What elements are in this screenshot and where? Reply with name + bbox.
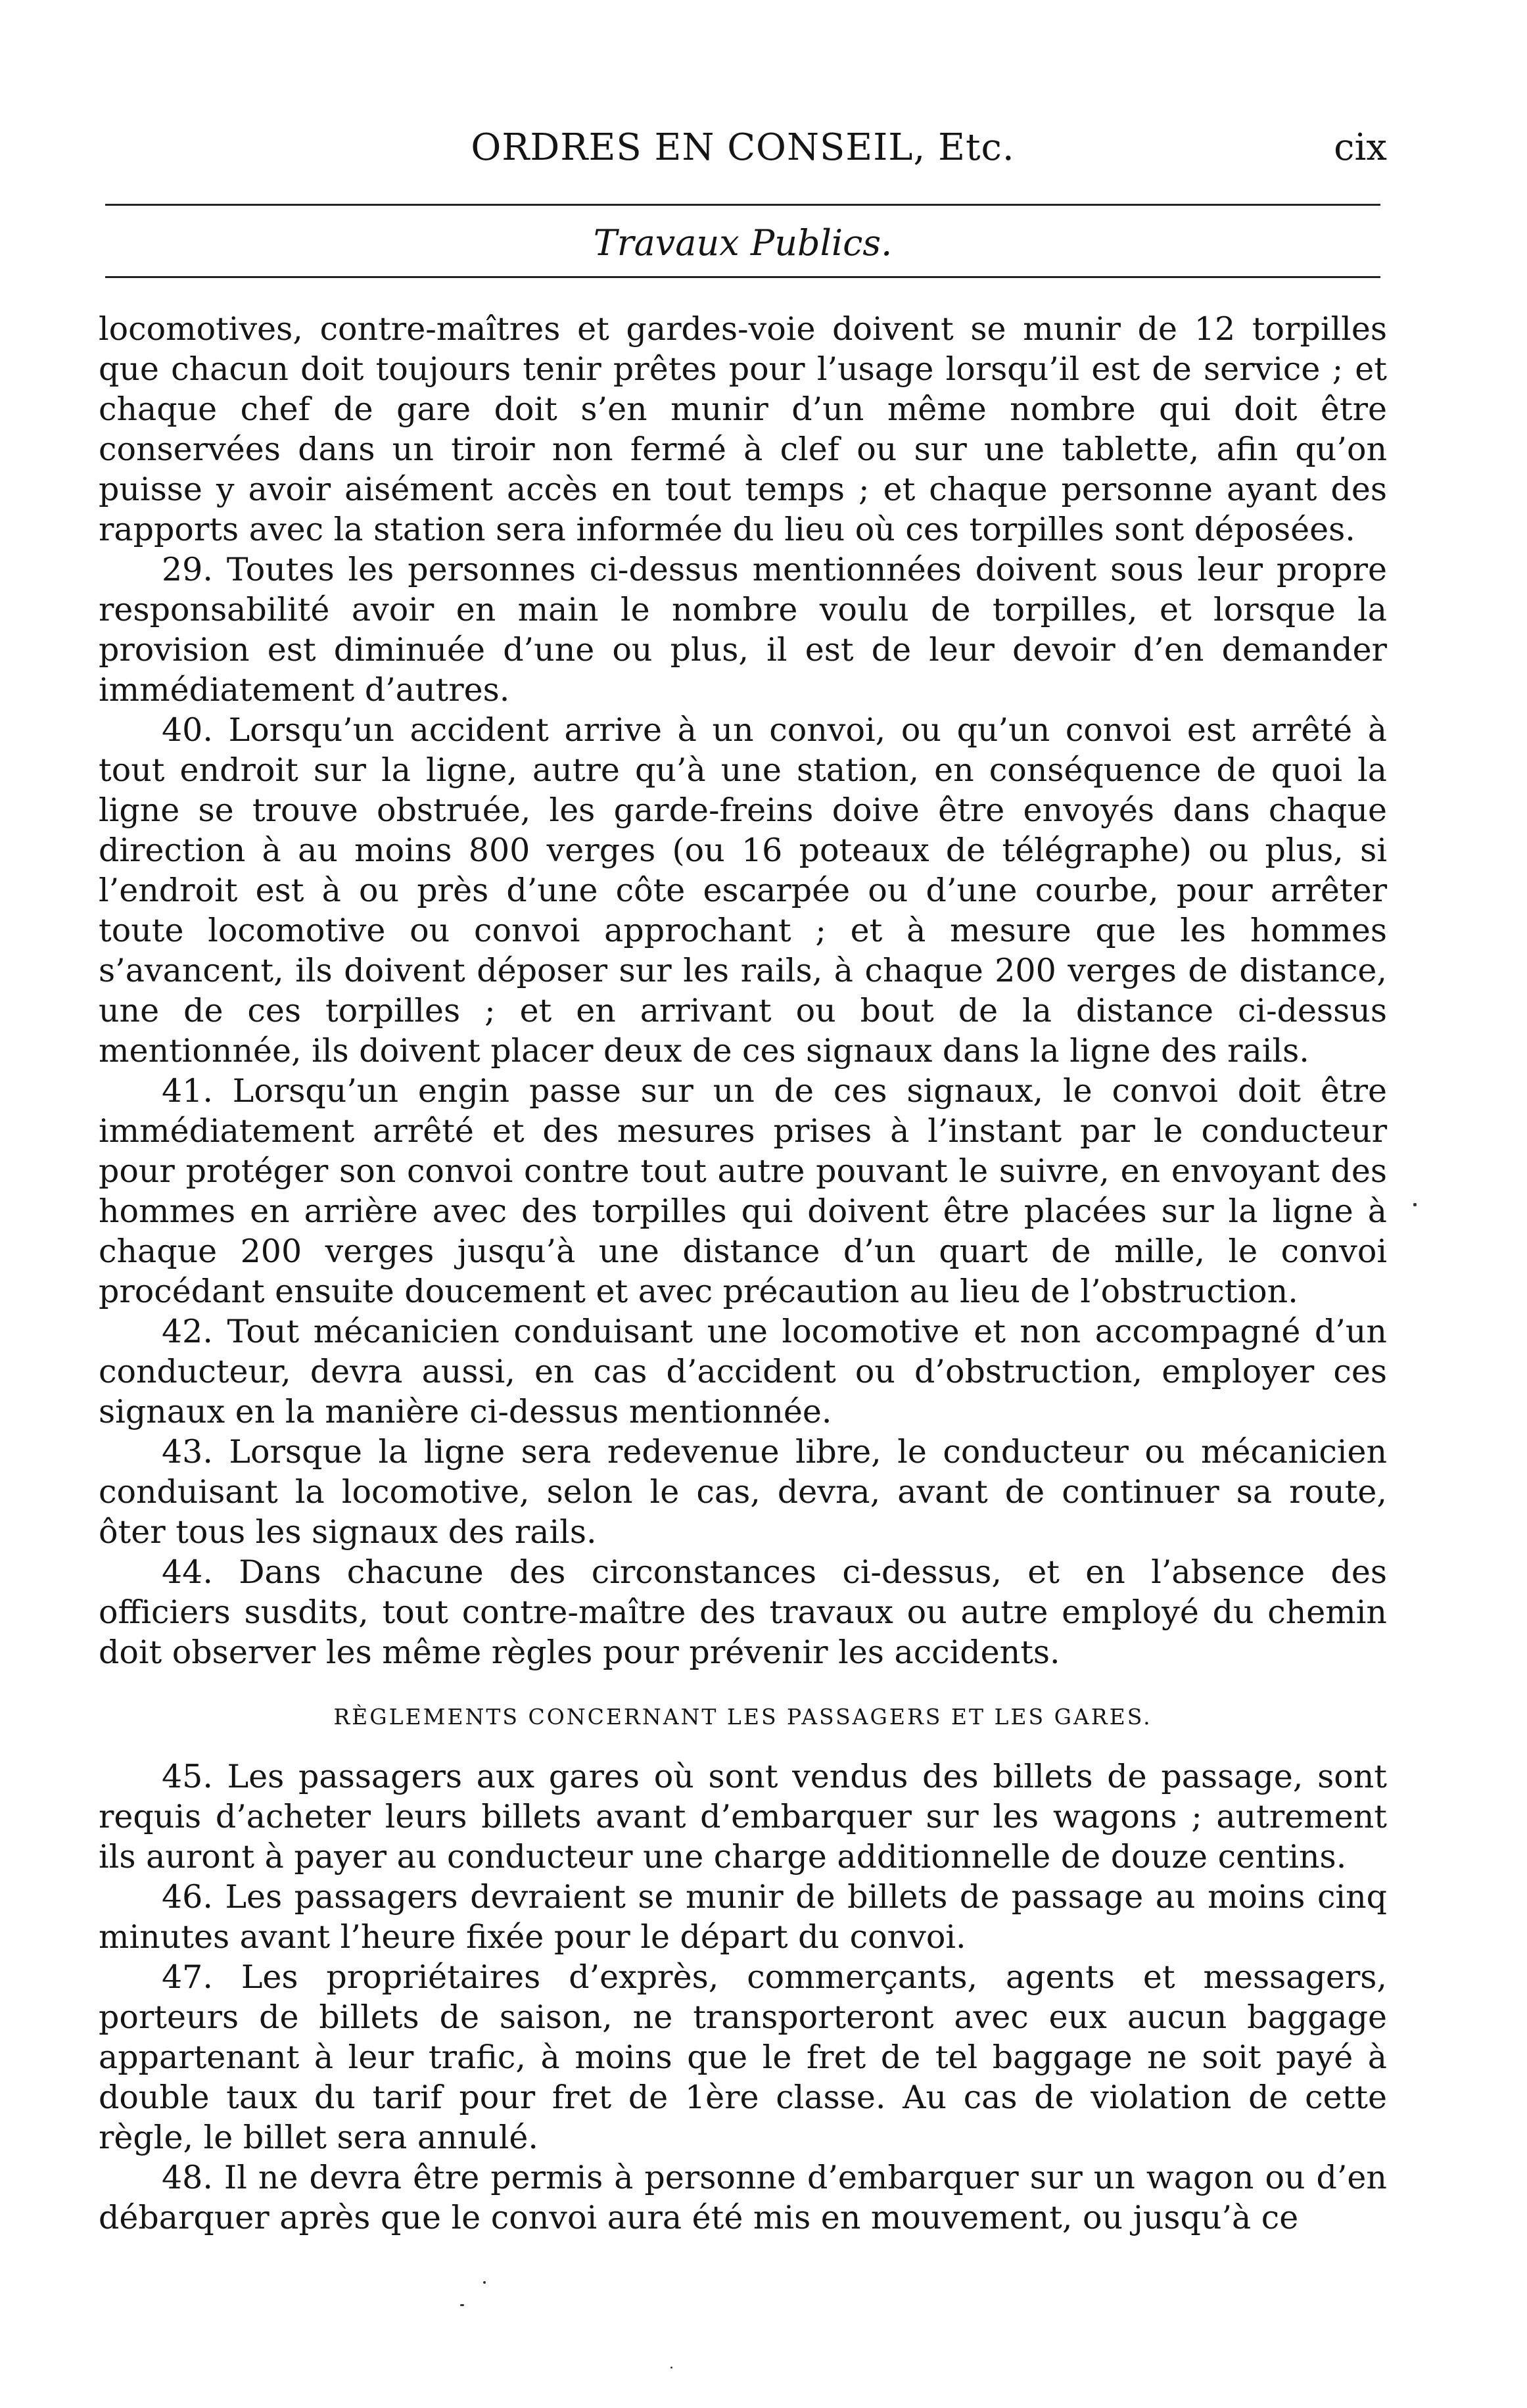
body-text (99, 309, 1387, 2238)
paragraph-45: 45. Les passagers aux gares où sont vendus des billets de passage, sont requis d’acheter leurs billets avant d’embarquer sur les wagons ; autrement ils auront à payer au conducteur une charge additionnelle de douze centins. (99, 1758, 1387, 1876)
paragraph-47: 47. Les propriétaires d’exprès, commerçants, agents et messagers, porteurs de billets de saison, ne transporteront avec eux aucun baggage appartenant à leur trafic, à moins que le fret de tel baggage ne soit payé à double taux du tarif pour fret de 1ère classe. Au cas de violation de cette règle, le billet sera annulé. (99, 1958, 1387, 2156)
scan-speck (460, 2304, 464, 2306)
paragraph-43: 43. Lorsque la ligne sera redevenue libre, le conducteur ou mécanicien conduisant la locomotive, selon le cas, devra, avant de continuer sa route, ôter tous les signaux des rails. (99, 1433, 1387, 1551)
running-header (99, 122, 1387, 174)
paragraph-42: 42. Tout mécanicien conduisant une locomotive et non accompagné d’un conducteur, devra aussi, en cas d’accident ou d’obstruction, employer ces signaux en la manière ci-dessus mentionnée. (99, 1313, 1387, 1430)
paragraph-48: 48. Il ne devra être permis à personne d’embarquer sur un wagon ou d’en débarquer après que le convoi aura été mis en mouvement, ou jusqu’à ce (99, 2159, 1387, 2236)
section-heading: RÈGLEMENTS CONCERNANT LES PASSAGERS ET LES GARES. (333, 1704, 1152, 1730)
paragraph-40: 40. Lorsqu’un accident arrive à un convoi, ou qu’un convoi est arrêté à tout endroit sur la ligne, autre qu’à une station, en conséquence de quoi la ligne se trouve obstruée, les garde-freins doive être envoyés dans chaque direction à au moins 800 verges (ou 16 poteaux de télégraphe) ou plus, si l’endroit est à ou près d’une côte escarpée ou d’une courbe, pour arrêter toute locomotive ou convoi approchant ; et à mesure que les hommes s’avancent, ils doivent déposer sur les rails, à chaque 200 verges de distance, une de ces torpilles ; et en arrivant ou bout de la distance ci-dessus mentionnée, ils doivent placer deux de ces signaux dans la ligne des rails. (99, 711, 1387, 1070)
header-title: ORDRES EN CONSEIL, Etc. (471, 126, 1015, 169)
section-subtitle: Travaux Publics. (593, 222, 893, 264)
paragraph-41: 41. Lorsqu’un engin passe sur un de ces signaux, le convoi doit être immédiatement arrêté et des mesures prises à l’instant par le conducteur pour protéger son convoi contre tout autre pouvant le suivre, en envoyant des hommes en arrière avec des torpilles qui doivent être placées sur la ligne à chaque 200 verges jusqu’à une distance d’un quart de mille, le convoi procédant ensuite doucement et avec précaution au lieu de l’obstruction. (99, 1072, 1387, 1310)
paragraph-46: 46. Les passagers devraient se munir de billets de passage au moins cinq minutes avant l’heure fixée pour le départ du convoi. (99, 1878, 1387, 1956)
paragraph-continued: locomotives, contre-maîtres et gardes-voie doivent se munir de 12 torpilles que chacun doit toujours tenir prêtes pour l’usage lorsqu’il est de service ; et chaque chef de gare doit s’en munir d’un même nombre qui doit être conservées dans un tiroir non fermé à clef ou sur une tablette, afin qu’on puisse y avoir aisément accès en tout temps ; et chaque personne ayant des rapports avec la station sera informée du lieu où ces torpilles sont déposées. (99, 310, 1387, 548)
header-rule-top (105, 204, 1380, 206)
paragraph-44: 44. Dans chacune des circonstances ci-dessus, et en l’absence des officiers susdits, tout contre-maître des travaux ou autre employé du chemin doit observer les même règles pour prévenir les accidents. (99, 1553, 1387, 1671)
paragraph-29: 29. Toutes les personnes ci-dessus mentionnées doivent sous leur propre responsabilité avoir en main le nombre voulu de torpilles, et lorsque la provision est diminuée d’une ou plus, il est de leur devoir d’en demander immédiatement d’autres. (99, 551, 1387, 709)
page-number: cix (1334, 126, 1387, 169)
header-rule-bottom (105, 276, 1380, 278)
scan-speck (1413, 1203, 1417, 1206)
scan-speck (670, 2367, 672, 2369)
scan-speck (483, 2281, 486, 2284)
